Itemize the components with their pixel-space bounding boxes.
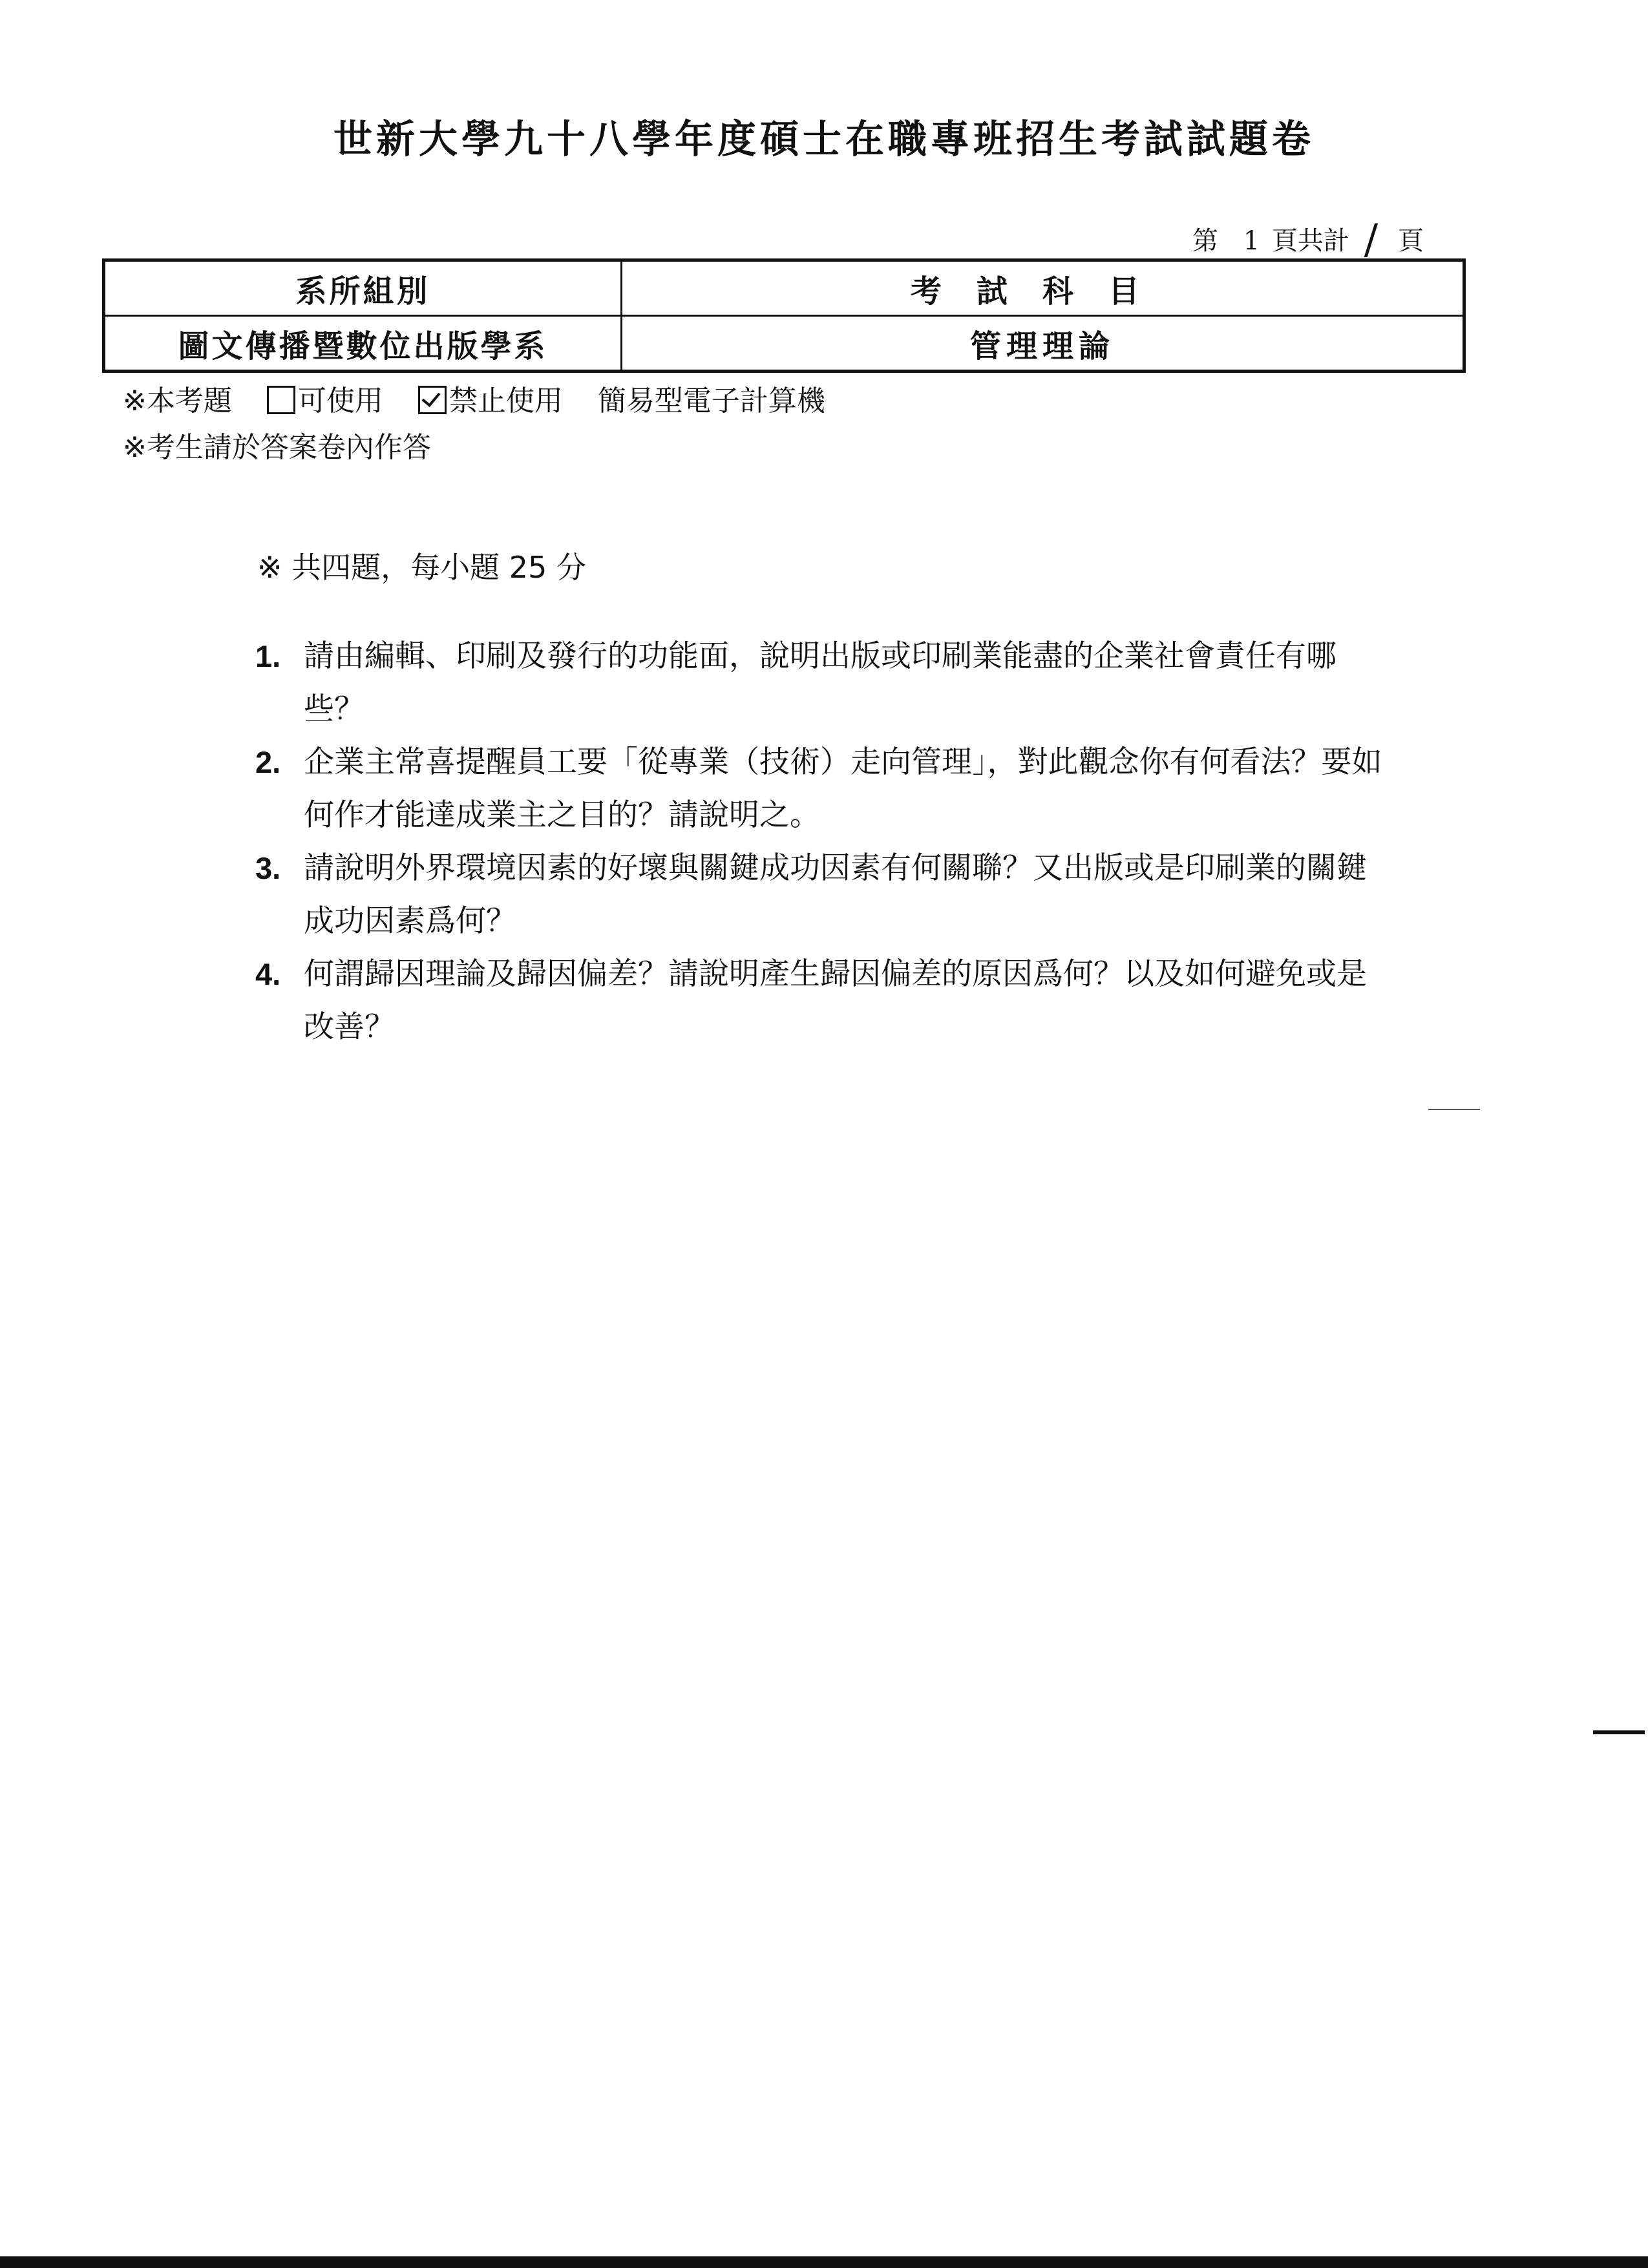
question-list (255, 630, 1393, 1054)
question-number: 4. (255, 957, 281, 991)
forbidden-label: 禁止使用 (449, 384, 563, 417)
page-suffix: 頁 (1397, 226, 1424, 256)
question-item (255, 630, 1393, 736)
question-number: 1. (255, 639, 281, 673)
exam-info-table (102, 258, 1466, 373)
page-total-label: 頁共計 (1271, 226, 1349, 256)
scan-mark (1428, 1109, 1480, 1110)
page-total-slash: / (1364, 216, 1379, 264)
question-text: 請由編輯、印刷及發行的功能面，說明出版或印刷業能盡的企業社會責任有哪些？ (304, 638, 1336, 727)
question-item (255, 736, 1393, 842)
calculator-notice-suffix: 簡易型電子計算機 (597, 384, 825, 417)
table-value-row (104, 316, 1464, 372)
calculator-notice-prefix: ※本考題 (123, 384, 232, 417)
question-number: 2. (255, 745, 281, 779)
department-header: 系所組別 (104, 260, 622, 316)
page-number: 1 (1243, 226, 1260, 256)
page-prefix: 第 (1192, 226, 1218, 256)
subject-value: 管理理論 (622, 316, 1464, 372)
question-number: 3. (255, 851, 281, 885)
department-value: 圖文傳播暨數位出版學系 (104, 316, 622, 372)
exam-intro: ※ 共四題，每小題 25 分 (257, 550, 586, 585)
question-item (255, 842, 1393, 948)
allowed-checkbox (267, 386, 295, 414)
calculator-notice (123, 377, 825, 419)
allowed-label: 可使用 (297, 384, 383, 417)
page-title: 世新大學九十八學年度碩士在職專班招生考試試題卷 (333, 117, 1315, 162)
question-text: 企業主常喜提醒員工要「從專業（技術）走向管理」，對此觀念你有何看法？要如何作才能達成業主之目的？請說明之。 (304, 744, 1382, 833)
page-counter (1192, 212, 1424, 264)
forbidden-checkbox (418, 386, 447, 414)
scan-mark (1593, 1730, 1645, 1734)
scan-edge (0, 2256, 1648, 2268)
question-text: 何謂歸因理論及歸因偏差？請說明產生歸因偏差的原因爲何？以及如何避免或是改善？ (304, 956, 1367, 1045)
subject-header: 考試科目 (622, 260, 1464, 316)
table-header-row (104, 260, 1464, 316)
question-item (255, 948, 1393, 1054)
question-text: 請說明外界環境因素的好壞與關鍵成功因素有何關聯？又出版或是印刷業的關鍵成功因素爲何？ (304, 850, 1367, 939)
answer-instruction: ※考生請於答案卷內作答 (123, 431, 431, 464)
